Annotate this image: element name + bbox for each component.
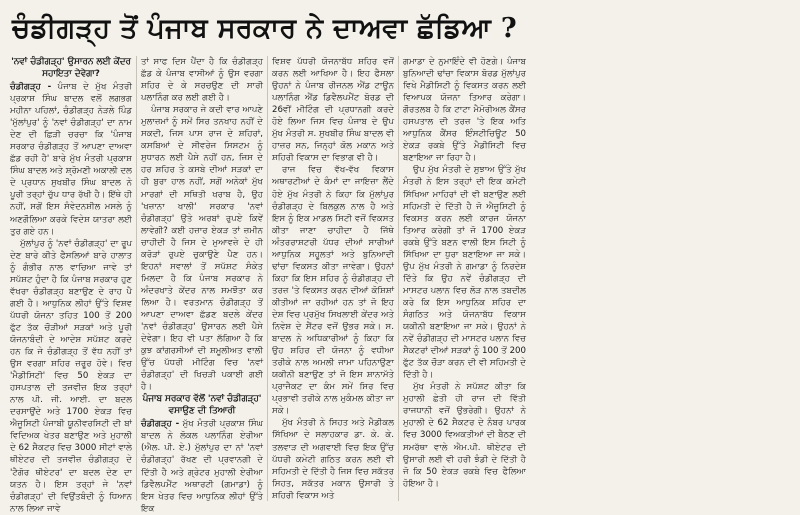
paragraph xyxy=(10,81,132,238)
paragraph: ਪੰਜਾਬ ਸਰਕਾਰ ਜੇ ਕਦੀ ਵਾਰ ਆਪਣੇ ਮੁਲਾਜ਼ਮਾਂ ਨੂੰ ਸਮੇਂ ਸਿਰ ਤਨਖਾਹ ਨਹੀਂ ਦੇ ਸਕਦੀ, ਜਿਸ ਪਾਸ ਰਾਜ ਦੇ ਸ਼ਹਿਰਾਂ, ਕਸਬਿਆਂ ਦੇ ਸੀਵਰੇਜ ਸਿਸਟਮ ਨੂੰ ਸੁਧਾਰਨ ਲਈ ਪੈਸੇ ਨਹੀਂ ਹਨ, ਜਿਸ ਦੇ ਹਰ ਸ਼ਹਿਰ ਤੇ ਕਸਬੇ ਦੀਆਂ ਸੜਕਾਂ ਦਾ ਹੀ ਬੁਰਾ ਹਾਲ ਨਹੀਂ, ਸਗੋਂ ਅਨੇਕਾਂ ਮੁੱਖ ਮਾਰਗਾਂ ਦੀ ਸਥਿਤੀ ਖਰਾਬ ਹੈ, ਉਹ 'ਖਜ਼ਾਨਾ ਖਾਲੀ' ਸਰਕਾਰ 'ਨਵਾਂ ਚੰਡੀਗੜ੍ਹ' ਉਤੇ ਅਰਬਾਂ ਰੁਪਏ ਕਿਵੇਂ ਲਾਵੇਗੀ? ਕਈ ਹਜ਼ਾਰ ਏਕੜ ਤਾਂ ਜ਼ਮੀਨ ਚਾਹੀਦੀ ਹੈ ਜਿਸ ਦੇ ਮੁਆਵਜ਼ੇ ਦੇ ਹੀ ਕਰੋੜਾਂ ਰੁਪਏ ਚੁਕਾਉਣੇ ਪੈਣ ਹਨ। ਇਹਨਾਂ ਸਵਾਲਾਂ ਤੋਂ ਸਪੱਸ਼ਟ ਸੰਕੇਤ ਮਿਲਦਾ ਹੈ ਕਿ ਪੰਜਾਬ ਸਰਕਾਰ ਨੇ ਅੰਦਰਖਾਤੇ ਕੇਂਦਰ ਨਾਲ ਸਮਝੌਤਾ ਕਰ ਲਿਆ ਹੈ। ਵਰਤਮਾਨ ਚੰਡੀਗੜ੍ਹ ਤੋਂ ਆਪਣਾ ਦਾਅਵਾ ਛੱਡਣ ਬਦਲੇ ਕੇਂਦਰ 'ਨਵਾਂ ਚੰਡੀਗੜ੍ਹ' ਉਸਾਰਨ ਲਈ ਪੈਸੇ ਦੇਵੇਗਾ। ਇਹ ਵੀ ਪਤਾ ਲੱਗਿਆ ਹੈ ਕਿ ਕੁਝ ਕਾਂਗਰਸੀਆਂ ਦੀ ਸ਼ਮੂਲੀਅਤ ਵਾਲੀ ਉੱਚ ਪੱਧਰੀ ਮੀਟਿੰਗ ਵਿਚ 'ਨਵਾਂ ਚੰਡੀਗੜ੍ਹ' ਦੀ ਖਿਚੜੀ ਪਕਾਈ ਗਈ ਹੈ। xyxy=(141,105,263,393)
dateline: ਚੰਡੀਗੜ੍ਹ - xyxy=(141,419,180,430)
paragraph: ਰਾਜ ਵਿਚ ਵੱਖ-ਵੱਖ ਵਿਕਾਸ ਅਥਾਰਟੀਆਂ ਦੇ ਕੰਮਾਂ ਦਾ ਜਾਇਜ਼ਾ ਲੈਂਦੇ ਹੋਏ ਮੁੱਖ ਮੰਤਰੀ ਨੇ ਕਿਹਾ ਕਿ ਮੁੱਲਾਂਪੁਰ ਚੰਡੀਗੜ੍ਹ ਦੇ ਬਿਲਕੁਲ ਨਾਲ ਹੈ ਅਤੇ ਇਸ ਨੂੰ ਇਕ ਮਾਡਲ ਸਿਟੀ ਵਜੋਂ ਵਿਕਸਤ ਕੀਤਾ ਜਾਣਾ ਚਾਹੀਦਾ ਹੈ ਜਿੱਥੇ ਅੰਤਰਰਾਸ਼ਟਰੀ ਪੱਧਰ ਦੀਆਂ ਸਾਰੀਆਂ ਆਧੁਨਿਕ ਸਹੂਲਤਾਂ ਅਤੇ ਬੁਨਿਆਦੀ ਢਾਂਚਾ ਵਿਕਸਤ ਕੀਤਾ ਜਾਵੇਗਾ। ਉਹਨਾਂ ਕਿਹਾ ਕਿ ਇਸ ਸ਼ਹਿਰ ਨੂੰ ਚੰਡੀਗੜ੍ਹ ਦੀ ਤਰਜ਼ 'ਤੇ ਵਿਕਸਤ ਕਰਨ ਦੀਆਂ ਕੋਸ਼ਿਸ਼ਾਂ ਕੀਤੀਆਂ ਜਾ ਰਹੀਆਂ ਹਨ ਤਾਂ ਜੋ ਇਹ ਦੇਸ਼ ਵਿਚ ਪ੍ਰਮੁੱਖ ਸਿਖਲਾਈ ਕੇਂਦਰ ਅਤੇ ਨਿਵੇਸ਼ ਦੇ ਸੈਂਟਰ ਵਜੋਂ ਉਭਰ ਸਕੇ। ਸ. ਬਾਦਲ ਨੇ ਅਧਿਕਾਰੀਆਂ ਨੂੰ ਕਿਹਾ ਕਿ ਉਹ ਸ਼ਹਿਰ ਦੀ ਯੋਜਨਾ ਨੂੰ ਵਧੀਆ ਤਰੀਕੇ ਨਾਲ ਅਮਲੀ ਜਾਮਾ ਪਹਿਨਾਉਣਾ ਯਕੀਨੀ ਬਣਾਉਣ ਤਾਂ ਜੋ ਇਸ ਸ਼ਾਨਾਮੱਤੇ ਪ੍ਰਾਜੈਕਟ ਦਾ ਕੰਮ ਸਮੇਂ ਸਿਰ ਵਿਚ ਪ੍ਰਭਾਵੀ ਤਰੀਕੇ ਨਾਲ ਮੁਕੰਮਲ ਕੀਤਾ ਜਾ ਸਕੇ। xyxy=(272,165,394,417)
paragraph-text: ਪੰਜਾਬ ਦੇ ਮੁੱਖ ਮੰਤਰੀ ਪ੍ਰਕਾਸ਼ ਸਿੰਘ ਬਾਦਲ ਵਲੋਂ ਲਗਭਗ ਮਹੀਨਾ ਪਹਿਲਾਂ, ਚੰਡੀਗੜ੍ਹ ਨੇੜਲੇ ਪਿੰਡ 'ਮੁੱਲਾਂਪੁਰ' ਨੂੰ 'ਨਵਾਂ ਚੰਡੀਗੜ੍ਹ' ਦਾ ਨਾਮ ਦੇਣ ਦੀ ਛਿੜੀ ਚਰਚਾ ਕਿ 'ਪੰਜਾਬ ਸਰਕਾਰ ਚੰਡੀਗੜ੍ਹ ਤੋਂ ਆਪਣਾ ਦਾਅਵਾ ਛੱਡ ਰਹੀ ਹੈ' ਬਾਰੇ ਮੁੱਖ ਮੰਤਰੀ ਪ੍ਰਕਾਸ਼ ਸਿੰਘ ਬਾਦਲ ਅਤੇ ਸ਼੍ਰੋਮਣੀ ਅਕਾਲੀ ਦਲ ਦੇ ਪ੍ਰਧਾਨ ਸੁਖਬੀਰ ਸਿੰਘ ਬਾਦਲ ਨੇ ਪੂਰੀ ਤਰ੍ਹਾਂ ਚੁੱਪ ਧਾਰ ਰੱਖੀ ਹੈ। ਇੱਥੇ ਹੀ ਨਹੀਂ, ਸਗੋਂ ਇਸ ਸੰਵੇਦਨਸ਼ੀਲ ਮਸਲੇ ਨੂੰ ਅਣਗੌਲਿਆ ਕਰਕੇ ਵਿਦੇਸ਼ ਯਾਤਰਾ ਲਈ ਤੁਰ ਗਏ ਹਨ। xyxy=(10,82,132,237)
paragraph: ਵਿਸ਼ਵ ਪੱਧਰੀ ਯੋਜਨਾਬੱਧ ਸ਼ਹਿਰ ਵਜੋਂ ਕਰਨ ਲਈ ਆਖਿਆ ਹੈ। ਇਹ ਫੈਸਲਾ ਉਹਨਾਂ ਨੇ ਪੰਜਾਬ ਰੀਜਨਲ ਐਂਡ ਟਾਊਨ ਪਲਾਨਿੰਗ ਐਂਡ ਡਿਵੈਲਪਮੈਂਟ ਬੋਰਡ ਦੀ 26ਵੀਂ ਮੀਟਿੰਗ ਦੀ ਪ੍ਰਧਾਨਗੀ ਕਰਦੇ ਹੋਏ ਲਿਆ ਜਿਸ ਵਿਚ ਪੰਜਾਬ ਦੇ ਉਪ ਮੁੱਖ ਮੰਤਰੀ ਸ. ਸੁਖਬੀਰ ਸਿੰਘ ਬਾਦਲ ਵੀ ਹਾਜ਼ਰ ਸਨ, ਜਿਨ੍ਹਾਂ ਕੋਲ ਮਕਾਨ ਅਤੇ ਸ਼ਹਿਰੀ ਵਿਕਾਸ ਦਾ ਵਿਭਾਗ ਵੀ ਹੈ। xyxy=(272,57,394,164)
paragraph: ਮੁੱਲਾਂਪੁਰ ਨੂੰ 'ਨਵਾਂ ਚੰਡੀਗੜ੍ਹ' ਦਾ ਰੂਪ ਦੇਣ ਬਾਰੇ ਕੀਤੇ ਫੈਸਲਿਆਂ ਬਾਰੇ ਹਾਲਾਤ ਨੂੰ ਗੰਭੀਰ ਨਾਲ ਵਾਚਿਆ ਜਾਵੇ ਤਾਂ ਸਪੱਸ਼ਟ ਹੁੰਦਾ ਹੈ ਕਿ ਪੰਜਾਬ ਸਰਕਾਰ ਹੁਣ ਵੱਖਰਾ ਚੰਡੀਗੜ੍ਹ ਬਣਾਉਣ ਦੇ ਰਾਹ ਪੈ ਗਈ ਹੈ। ਆਧੁਨਿਕ ਲੀਹਾਂ ਉੱਤੇ ਵਿਸ਼ਵ ਪੱਧਰੀ ਯੋਜਨਾ ਤਹਿਤ 100 ਤੋਂ 200 ਫੁੱਟ ਤੱਕ ਚੌੜੀਆਂ ਸੜਕਾਂ ਅਤੇ ਪੂਰੀ ਯੋਜਨਾਬੰਦੀ ਦੇ ਆਦੇਸ਼ ਸਪੱਸ਼ਟ ਕਰਦੇ ਹਨ ਕਿ ਜੇ ਚੰਡੀਗੜ੍ਹ ਤੋਂ ਵੱਧ ਨਹੀਂ ਤਾਂ ਉਸ ਵਰਗਾ ਸ਼ਹਿਰ ਜ਼ਰੂਰ ਹੋਵੇ। ਵਿਚ 'ਮੈਡੀਸਿਟੀ' ਵਿਚ 50 ਏਕੜ ਦਾ ਹਸਪਤਾਲ ਦੀ ਤਜਵੀਜ਼ ਇਕ ਤਰ੍ਹਾਂ ਨਾਲ ਪੀ. ਜੀ. ਆਈ. ਦਾ ਬਦਲ ਦਰਸਾਉਂਦੇ ਅਤੇ 1700 ਏਕੜ ਵਿਚ ਐਜੂਸਿਟੀ ਪੰਜਾਬੀ ਯੂਨੀਵਰਸਿਟੀ ਦੀ ਬਾਂ ਵਿਦਿਅਕ ਖੇਤਰ ਬਣਾਉਣ ਅਤੇ ਮੁਹਾਲੀ ਦੇ 62 ਸੈਕਟਰ ਵਿਚ 3000 ਸੀਟਾਂ ਵਾਲੇ ਥੀਏਟਰ ਦੀ ਤਜਵੀਜ਼ ਚੰਡੀਗੜ੍ਹ ਦੇ 'ਟੈਗੋਰ ਥੀਏਟਰ' ਦਾ ਬਦਲ ਦੇਣ ਦਾ ਯਤਨ ਹੈ। ਇਸ ਤਰ੍ਹਾਂ ਜੇ 'ਨਵਾਂ ਚੰਡੀਗੜ੍ਹ' ਦੀ ਵਿਉਂਤਬੰਦੀ ਨੂੰ ਧਿਆਨ ਨਾਲ ਲਿਆ ਜਾਵੇ xyxy=(10,238,132,514)
dateline: ਚੰਡੀਗੜ੍ਹ - xyxy=(10,82,52,92)
column-1 xyxy=(6,56,137,514)
subheading-2: ਪੰਜਾਬ ਸਰਕਾਰ ਵੱਲੋਂ 'ਨਵਾਂ ਚੰਡੀਗੜ੍ਹ' ਵਸਾਉਣ ਦੀ ਤਿਆਰੀ xyxy=(142,394,262,417)
paragraph: ਮੁੱਖ ਮੰਤਰੀ ਨੇ ਸਿਹਤ ਅਤੇ ਮੈਡੀਕਲ ਸਿੱਖਿਆ ਦੇ ਸਲਾਹਕਾਰ ਡਾ. ਕੇ. ਕੇ. ਤਲਵਾੜ ਦੀ ਅਗਵਾਈ ਵਿਚ ਇਕ ਉੱਚ ਪੱਧਰੀ ਕਮੇਟੀ ਗਠਿਤ ਕਰਨ ਲਈ ਵੀ ਸਹਿਮਤੀ ਦੇ ਦਿੱਤੀ ਹੈ ਜਿਸ ਵਿਚ ਸਕੱਤਰ ਸਿਹਤ, ਸਕੱਤਰ ਮਕਾਨ ਉਸਾਰੀ ਤੇ ਸ਼ਹਿਰੀ ਵਿਕਾਸ ਅਤੇ xyxy=(272,418,394,501)
column-4 xyxy=(399,56,530,501)
paragraph: ਮੁੱਖ ਮੰਤਰੀ ਨੇ ਸਪੱਸ਼ਟ ਕੀਤਾ ਕਿ ਮੁਹਾਲੀ ਛੇਤੀ ਹੀ ਰਾਜ ਦੀ ਵਿੱਤੀ ਰਾਜਧਾਨੀ ਵਜੋਂ ਉਭਰੇਗੀ। ਉਹਨਾਂ ਨੇ ਮੁਹਾਲੀ ਦੇ 62 ਸੈਕਟਰ ਦੇ ਨੰਬਰ ਪਾਰਕ ਵਿਚ 3000 ਵਿਅਕਤੀਆਂ ਦੀ ਬੈਠਣ ਦੀ ਸਮਰੱਥਾ ਵਾਲੇ ਐਮ.ਪੀ. ਥੀਏਟਰ ਦੀ ਉਸਾਰੀ ਲਈ ਵੀ ਹਰੀ ਝੰਡੀ ਦੇ ਦਿੱਤੀ ਹੈ ਜੋ ਕਿ 50 ਏਕੜ ਰਕਬੇ ਵਿਚ ਫੈਲਿਆ ਹੋਇਆ ਹੈ। xyxy=(403,382,526,489)
headline: ਚੰਡੀਗੜ੍ਹ ਤੋਂ ਪੰਜਾਬ ਸਰਕਾਰ ਨੇ ਦਾਅਵਾ ਛੱਡਿਆ ? xyxy=(12,13,518,44)
column-2 xyxy=(137,56,268,514)
article-columns xyxy=(6,56,794,514)
paragraph: ਤਾਂ ਸਾਫ ਦਿਸ ਪੈਂਦਾ ਹੈ ਕਿ ਚੰਡੀਗੜ੍ਹ ਛੱਡ ਕੇ ਪੰਜਾਬ ਵਾਸੀਆਂ ਨੂੰ ਉਸ ਵਰਗਾ ਸ਼ਹਿਰ ਦੇ ਕੇ ਸਰਚਉਣ ਦੀ ਸਾਰੀ ਪਲਾਨਿੰਗ ਕਰ ਲਈ ਗਈ ਹੈ। xyxy=(141,57,263,104)
subheading: 'ਨਵਾਂ ਚੰਡੀਗੜ੍ਹ' ਉਸਾਰਨ ਲਈ ਕੇਂਦਰ ਸਹਾਇਤਾ ਦੇਵੇਗਾ? xyxy=(11,57,131,79)
column-3 xyxy=(268,56,399,501)
paragraph-text: ਮੁੱਖ ਮੰਤਰੀ ਪ੍ਰਕਾਸ਼ ਸਿੰਘ ਬਾਦਲ ਨੇ ਲੋਕਲ ਪਲਾਨਿੰਗ ਏਰੀਆ (ਐਲ. ਪੀ. ਏ.) ਮੁੱਲਾਂਪੁਰ ਦਾ ਨਾਂ 'ਨਵਾਂ ਚੰਡੀਗੜ੍ਹ' ਰੱਖਣ ਦੀ ਪ੍ਰਵਾਨਗੀ ਦੇ ਦਿੱਤੀ ਹੈ ਅਤੇ ਗ੍ਰੇਟਰ ਮੁਹਾਲੀ ਏਰੀਆ ਡਿਵੈਲਪਮੈਂਟ ਅਥਾਰਟੀ (ਗਮਾਡਾ) ਨੂੰ ਇਸ ਖੇਤਰ ਵਿਚ ਆਧੁਨਿਕ ਲੀਹਾਂ ਉੱਤੇ ਇਕ xyxy=(141,419,264,514)
paragraph: ਉਪ ਮੁੱਖ ਮੰਤਰੀ ਦੇ ਸੁਝਾਅ ਉੱਤੇ ਮੁੱਖ ਮੰਤਰੀ ਨੇ ਇਸ ਤਰ੍ਹਾਂ ਦੀ ਇਕ ਕਮੇਟੀ ਸਿੱਖਿਆ ਮਾਹਿਰਾਂ ਦੀ ਵੀ ਬਣਾਉਣ ਲਈ ਸਹਿਮਤੀ ਦੇ ਦਿੱਤੀ ਹੈ ਜੋ ਐਜੂਸਿਟੀ ਨੂੰ ਵਿਕਸਤ ਕਰਨ ਲਈ ਕਾਰਜ ਯੋਜਨਾ ਤਿਆਰ ਕਰੇਗੀ ਤਾਂ ਜੋ 1700 ਏਕੜ ਰਕਬੇ ਉੱਤੇ ਬਣਨ ਵਾਲੀ ਇਸ ਸਿਟੀ ਨੂੰ ਸਿੱਖਿਆ ਦਾ ਧੁਰਾ ਬਣਾਇਆ ਜਾ ਸਕੇ। ਉਪ ਮੁੱਖ ਮੰਤਰੀ ਨੇ ਗਮਾਡਾ ਨੂੰ ਨਿਰਦੇਸ਼ ਦਿੱਤੇ ਕਿ ਉਹ ਨਵੇਂ ਚੰਡੀਗੜ੍ਹ ਦੀ ਮਾਸਟਰ ਪਲਾਨ ਵਿਚ ਲੋੜ ਨਾਲ ਤਬਦੀਲ ਕਰੇ ਕਿ ਇਸ ਆਧੁਨਿਕ ਸ਼ਹਿਰ ਦਾ ਸੰਗਠਿਤ ਅਤੇ ਯੋਜਨਾਬੱਧ ਵਿਕਾਸ ਯਕੀਨੀ ਬਣਾਇਆ ਜਾ ਸਕੇ। ਉਹਨਾਂ ਨੇ ਨਵੇਂ ਚੰਡੀਗੜ੍ਹ ਦੀ ਮਾਸਟਰ ਪਲਾਨ ਵਿਚ ਸੈਕਟਰਾਂ ਦੀਆਂ ਸੜਕਾਂ ਨੂੰ 100 ਤੋਂ 200 ਫੁੱਟ ਤੱਕ ਚੌੜਾ ਕਰਨ ਦੀ ਵੀ ਸਹਿਮਤੀ ਦੇ ਦਿੱਤੀ ਹੈ। xyxy=(403,165,526,381)
paragraph xyxy=(141,418,263,514)
paragraph: ਗਮਾਡਾ ਦੇ ਨੁਮਾਇੰਦੇ ਵੀ ਹੋਣਗੇ। ਪੰਜਾਬ ਬੁਨਿਆਦੀ ਢਾਂਚਾ ਵਿਕਾਸ ਬੋਰਡ ਮੁੱਲਾਂਪੁਰ ਵਿਖੇ ਮੈਡੀਸਿਟੀ ਨੂੰ ਵਿਕਸਤ ਕਰਨ ਲਈ ਵਿਆਪਕ ਯੋਜਨਾ ਤਿਆਰ ਕਰੇਗਾ। ਗੌਰਤਲਬ ਹੈ ਕਿ ਟਾਟਾ ਮੈਮੋਰੀਅਲ ਕੈਂਸਰ ਹਸਪਤਾਲ ਦੀ ਤਰਜ਼ 'ਤੇ ਇਕ ਅਤਿ ਆਧੁਨਿਕ ਕੈਂਸਰ ਇੰਸਟੀਚਿਊਟ 50 ਏਕੜ ਰਕਬੇ ਉੱਤੇ ਮੈਡੀਸਿਟੀ ਵਿਚ ਬਣਾਇਆ ਜਾ ਰਿਹਾ ਹੈ। xyxy=(403,57,526,164)
